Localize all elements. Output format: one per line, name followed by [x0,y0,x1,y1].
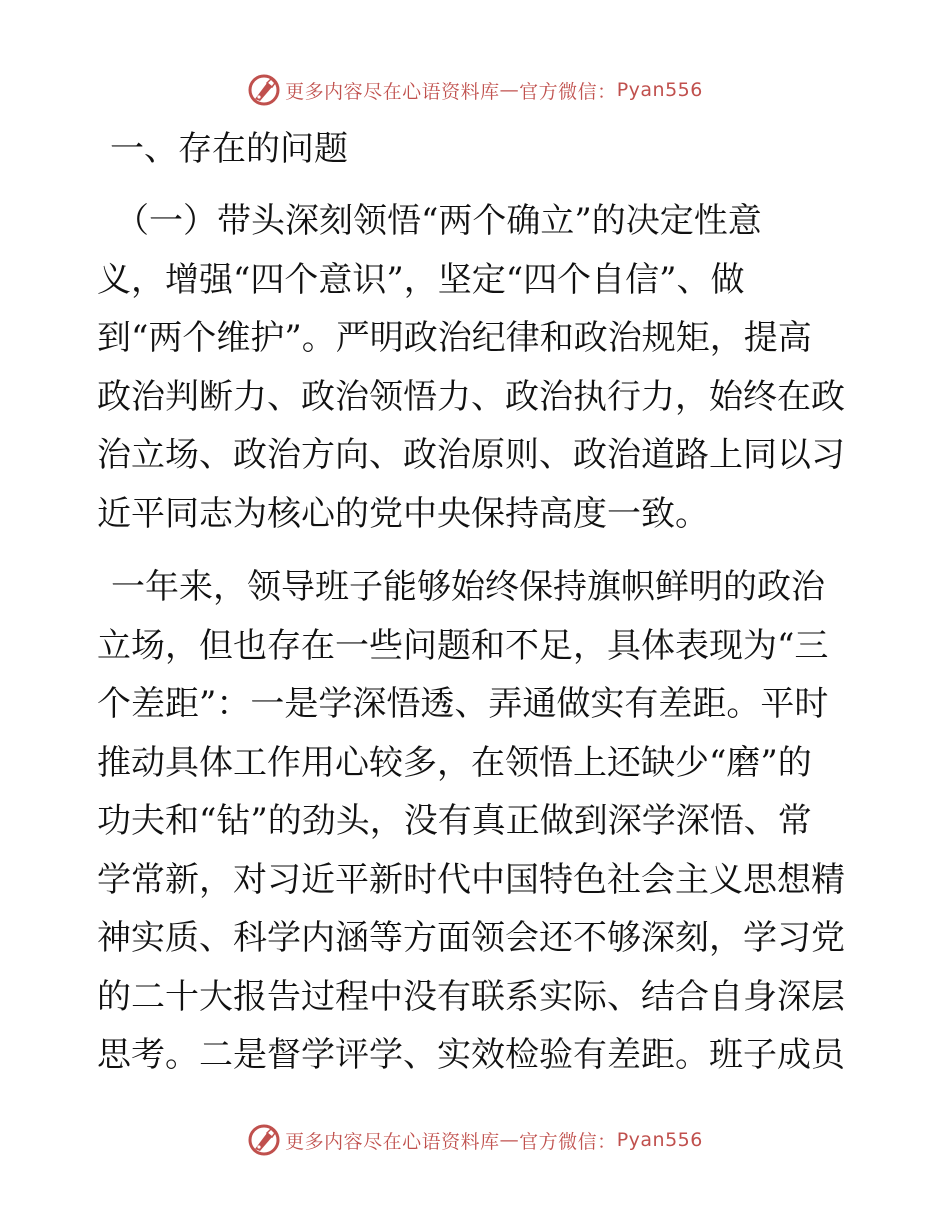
paragraph-line: 近平同志为核心的党中央保持高度一致。 [97,493,709,534]
banner-wechat-label: 官方微信： [519,1130,617,1153]
banner-dash: — [499,79,520,101]
banner-site-text: 更多内容尽在心语资料库 [285,80,500,103]
paragraph-line: 治立场、政治方向、政治原则、政治道路上同以习 [97,435,845,475]
pen-nib-logo-icon [247,73,281,107]
paragraph-1 [97,192,857,543]
header-watermark-banner [0,70,950,110]
paragraph-line: 学常新，对习近平新时代中国特色社会主义思想精 [97,859,845,900]
paragraph-line: 一年来，领导班子能够始终保持旗帜鲜明的政治 [111,567,825,607]
pen-nib-logo-icon [247,1123,281,1157]
paragraph-line: 个差距”：一是学深悟透、弄通做实有差距。平时 [97,684,829,724]
banner-wechat-id: Pyan556 [616,79,703,101]
paragraph-line: 立场，但也存在一些问题和不足，具体表现为“三 [97,625,829,666]
paragraph-line: 政治判断力、政治领悟力、政治执行力，始终在政 [97,376,845,417]
paragraph-line: 思考。二是督学评学、实效检验有差距。班子成员 [97,1035,845,1075]
paragraph-2 [97,558,857,1085]
paragraph-line: 神实质、科学内涵等方面领会还不够深刻，学习党 [97,918,845,958]
paragraph-line: 功夫和“钻”的劲头，没有真正做到深学深悟、常 [97,801,812,841]
banner-dash: — [499,1129,520,1151]
banner-site-text: 更多内容尽在心语资料库 [285,1130,500,1153]
paragraph-line: 到“两个维护”。严明政治纪律和政治规矩，提高 [97,318,812,358]
footer-watermark-banner [0,1120,950,1160]
paragraph-line: 义，增强“四个意识”，坚定“四个自信”、做 [97,259,745,300]
paragraph-line: 的二十大报告过程中没有联系实际、结合自身深层 [97,976,845,1017]
paragraph-line: （一）带头深刻领悟“两个确立”的决定性意 [115,201,762,241]
section-heading: 一、存在的问题 [110,129,348,169]
banner-wechat-label: 官方微信： [519,80,617,103]
banner-wechat-id: Pyan556 [616,1129,703,1151]
paragraph-line: 推动具体工作用心较多，在领悟上还缺少“磨”的 [97,742,812,783]
